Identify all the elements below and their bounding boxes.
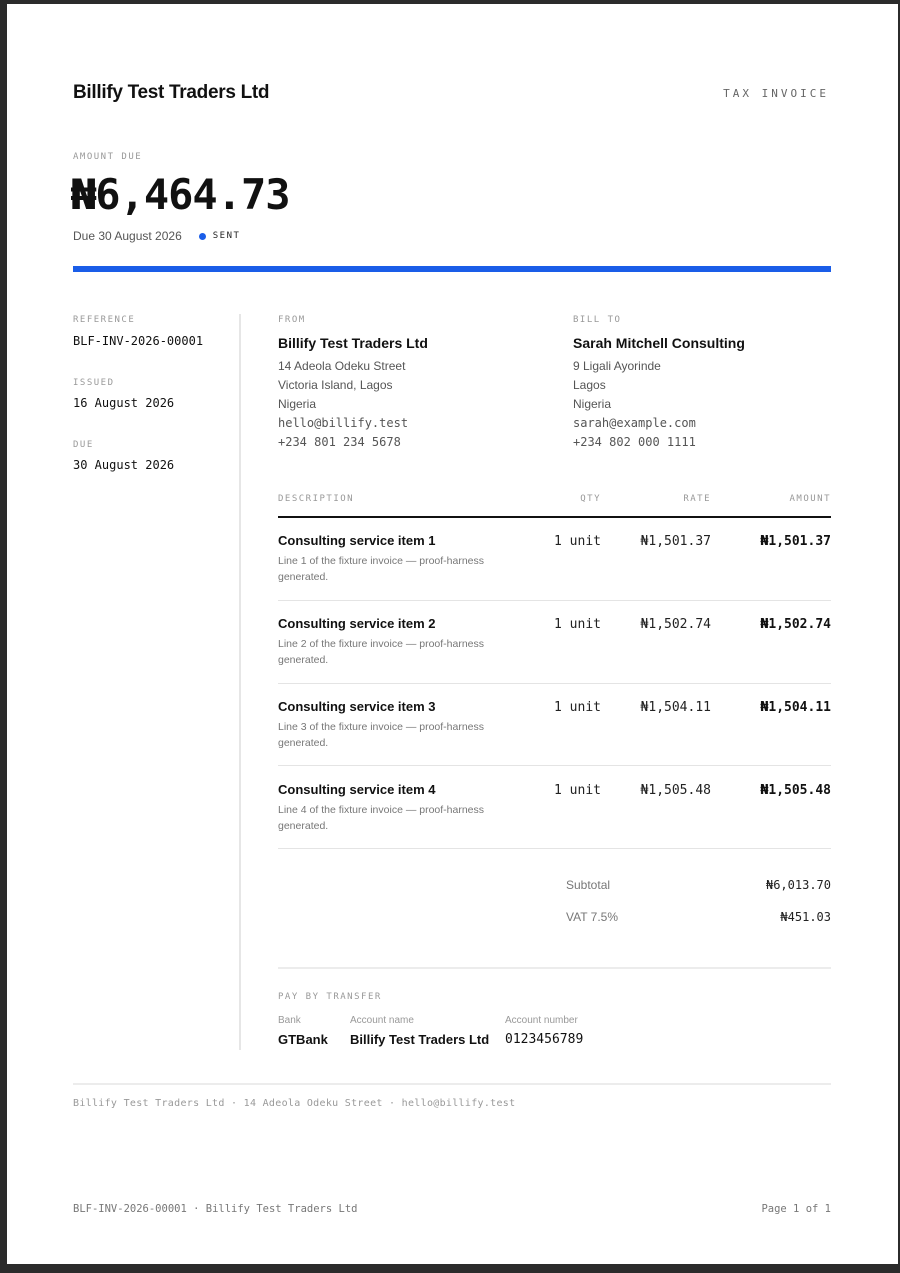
from-label: FROM <box>278 315 306 325</box>
vat-label: VAT 7.5% <box>566 910 619 924</box>
from-block <box>278 315 428 452</box>
vat-value: ₦451.03 <box>780 910 831 924</box>
item-qty: 1 unit <box>554 617 601 632</box>
item-amount: ₦1,502.74 <box>760 617 831 632</box>
row-divider <box>278 600 831 601</box>
item-qty: 1 unit <box>554 534 601 549</box>
item-description: Line 2 of the fixture invoice — proof-harness generated. <box>278 638 485 666</box>
issued-value: 16 August 2026 <box>73 396 175 410</box>
item-description: Line 4 of the fixture invoice — proof-harness generated. <box>278 804 485 832</box>
bill-to-name: Sarah Mitchell Consulting <box>573 335 745 351</box>
company-name: Billify Test Traders Ltd <box>73 82 270 103</box>
column-header-description: DESCRIPTION <box>278 494 355 504</box>
item-title: Consulting service item 1 <box>278 533 436 548</box>
item-rate: ₦1,504.11 <box>640 700 711 715</box>
bill-to-address-line-2: Lagos <box>573 378 606 392</box>
item-qty: 1 unit <box>554 700 601 715</box>
accent-divider <box>73 266 831 272</box>
account-name-value: Billify Test Traders Ltd <box>350 1032 490 1047</box>
totals-divider <box>278 967 831 969</box>
item-amount: ₦1,501.37 <box>760 534 831 549</box>
bill-to-email: sarah@example.com <box>573 416 696 430</box>
from-phone: +234 801 234 5678 <box>278 435 401 449</box>
table-row <box>278 616 831 668</box>
from-email: hello@billify.test <box>278 416 409 430</box>
subtotal-label: Subtotal <box>566 878 611 892</box>
due-status-line <box>73 229 240 243</box>
item-description: Line 3 of the fixture invoice — proof-harness generated. <box>278 721 485 749</box>
footer-divider <box>73 1083 831 1085</box>
status-dot-icon <box>199 233 206 240</box>
bill-to-phone: +234 802 000 1111 <box>573 435 696 449</box>
bill-to-block <box>573 315 745 452</box>
from-name: Billify Test Traders Ltd <box>278 335 428 351</box>
payment-label: PAY BY TRANSFER <box>278 992 382 1002</box>
bank-value: GTBank <box>278 1032 328 1047</box>
item-rate: ₦1,501.37 <box>640 534 711 549</box>
column-header-qty: QTY <box>580 494 601 504</box>
item-amount: ₦1,504.11 <box>760 700 831 715</box>
due-value: 30 August 2026 <box>73 458 175 472</box>
reference-label: REFERENCE <box>73 315 136 325</box>
item-rate: ₦1,502.74 <box>640 617 711 632</box>
document-type: TAX INVOICE <box>723 87 829 100</box>
item-description: Line 1 of the fixture invoice — proof-harness generated. <box>278 555 485 583</box>
table-row <box>278 533 831 585</box>
due-date-text: Due 30 August 2026 <box>73 229 182 243</box>
bill-to-address-line-1: 9 Ligali Ayorinde <box>573 359 661 373</box>
from-address-line-1: 14 Adeola Odeku Street <box>278 359 406 373</box>
column-header-rate: RATE <box>683 494 711 504</box>
account-name-label: Account name <box>350 1015 414 1026</box>
subtotal-value: ₦6,013.70 <box>765 878 831 892</box>
from-country: Nigeria <box>278 397 317 411</box>
item-rate: ₦1,505.48 <box>640 783 711 798</box>
page-number: Page 1 of 1 <box>761 1203 831 1215</box>
column-header-amount: AMOUNT <box>789 494 831 504</box>
table-header-rule <box>278 516 831 518</box>
status-badge: SENT <box>212 231 241 241</box>
table-row <box>278 699 831 751</box>
reference-value: BLF-INV-2026-00001 <box>73 334 204 348</box>
footer-company-line: Billify Test Traders Ltd · 14 Adeola Odeku Street · hello@billify.test <box>73 1098 516 1109</box>
row-divider <box>278 765 831 766</box>
item-amount: ₦1,505.48 <box>760 783 831 798</box>
amount-due-value: ₦6,464.73 <box>71 170 290 219</box>
bill-to-country: Nigeria <box>573 397 612 411</box>
item-title: Consulting service item 2 <box>278 616 436 631</box>
bank-label: Bank <box>278 1015 301 1026</box>
column-divider <box>239 314 241 1050</box>
due-label: DUE <box>73 440 94 450</box>
invoice-page <box>7 4 898 1264</box>
row-divider <box>278 848 831 849</box>
item-title: Consulting service item 4 <box>278 782 436 797</box>
issued-label: ISSUED <box>73 378 115 388</box>
account-number-value: 0123456789 <box>505 1032 584 1047</box>
amount-due-label: AMOUNT DUE <box>73 152 143 162</box>
bill-to-label: BILL TO <box>573 315 622 325</box>
table-row <box>278 782 831 834</box>
row-divider <box>278 683 831 684</box>
footer-doc-ref: BLF-INV-2026-00001 · Billify Test Traders Ltd <box>73 1203 358 1215</box>
account-number-label: Account number <box>505 1015 578 1026</box>
item-qty: 1 unit <box>554 783 601 798</box>
from-address-line-2: Victoria Island, Lagos <box>278 378 393 392</box>
item-title: Consulting service item 3 <box>278 699 436 714</box>
